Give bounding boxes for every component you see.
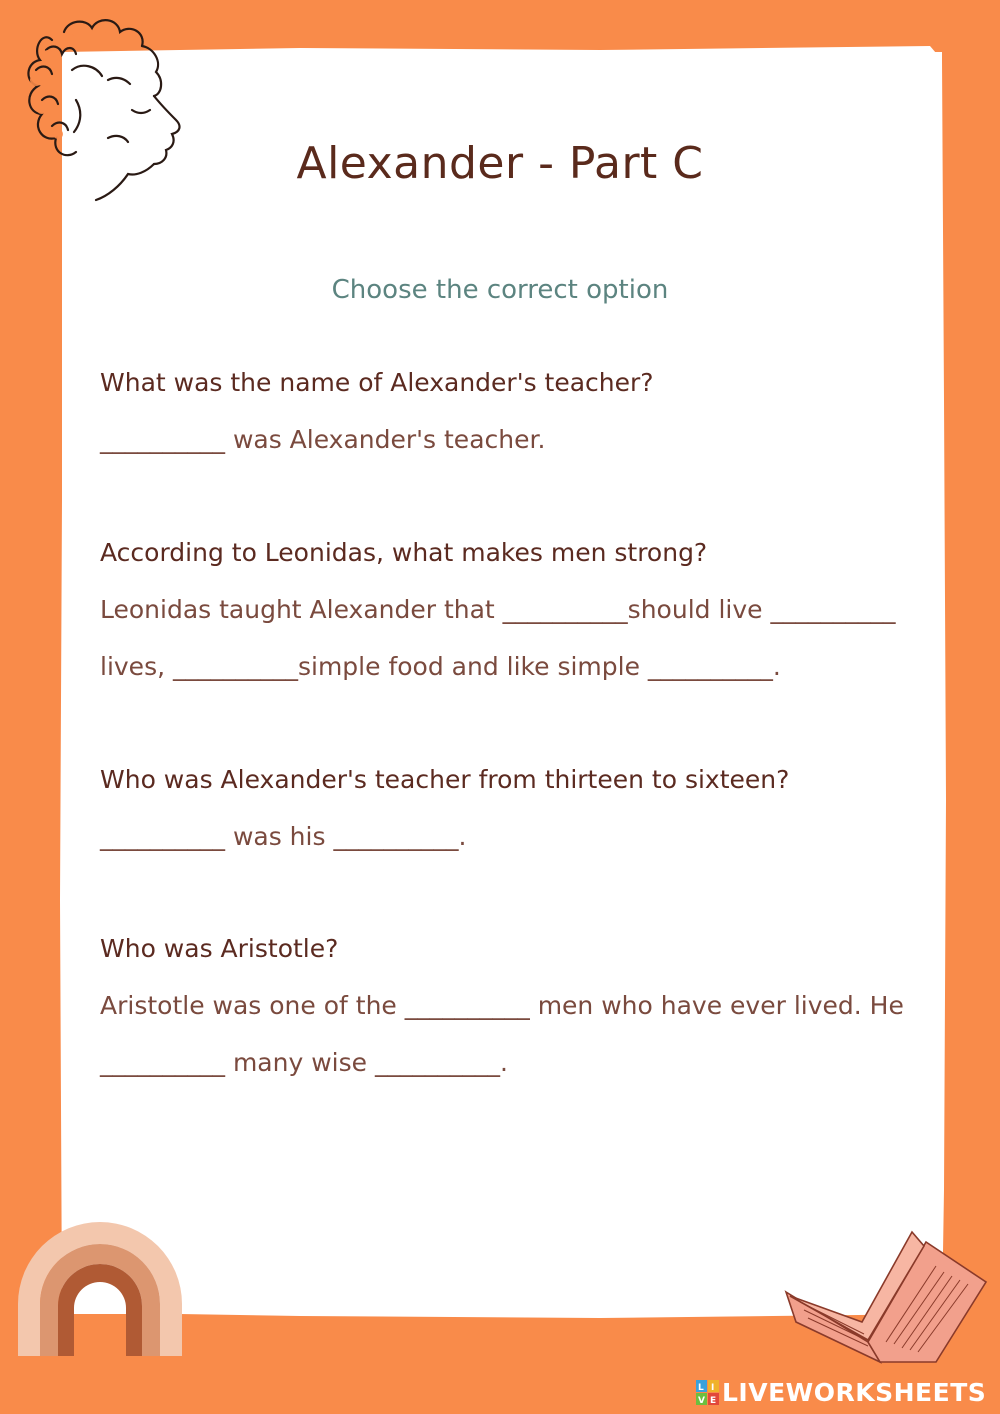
open-book-icon [776,1222,990,1372]
question-3: Who was Alexander's teacher from thirteen to sixteen? [100,765,790,794]
liveworksheets-mark-icon [696,1380,720,1406]
question-2: According to Leonidas, what makes men strong? [100,538,708,567]
question-1: What was the name of Alexander's teacher? [100,368,654,397]
liveworksheets-logo-text: LIVEWORKSHEETS [722,1378,987,1407]
logo-letter-i: I [711,1382,715,1393]
logo-letter-l: L [698,1382,704,1393]
answer-2-line-1[interactable]: Leonidas taught Alexander that __________should live __________ [100,595,896,624]
question-4: Who was Aristotle? [100,934,339,963]
answer-4-line-2[interactable]: __________ many wise __________. [100,1048,508,1077]
logo-letter-v: V [698,1395,705,1406]
answer-3-line-1[interactable]: __________ was his __________. [100,822,467,851]
worksheet-title: Alexander - Part C [296,138,704,189]
answer-1-line-1[interactable]: __________ was Alexander's teacher. [100,425,546,454]
rainbow-arch-icon [14,1216,186,1356]
answer-2-line-2[interactable]: lives, __________simple food and like simple __________. [100,652,781,681]
worksheet-instruction: Choose the correct option [331,275,669,305]
liveworksheets-logo [696,1378,986,1407]
logo-letter-e: E [710,1395,717,1406]
answer-4-line-1[interactable]: Aristotle was one of the __________ men who have ever lived. He [100,991,904,1020]
